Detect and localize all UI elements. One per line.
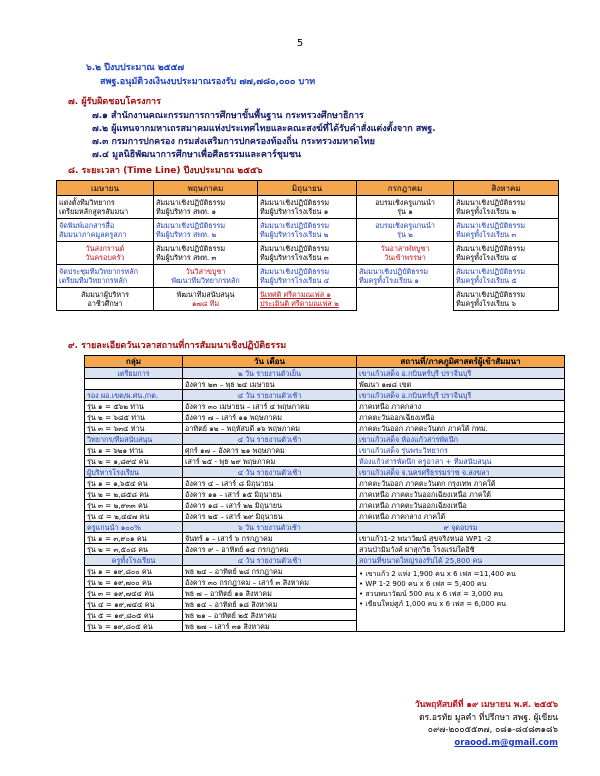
row-date: ศุกร์ ๑๗ – อังคาร ๒๑ พฤษภาคม [183, 445, 357, 456]
cell-line: รุ่น ๑ [397, 207, 413, 216]
cell-line: สัมมนาเชิงปฏิบัติธรรม [156, 221, 226, 230]
timeline-heading: ๘. ระยะเวลา (Time Line) ปีงบประมาณ ๒๕๕๖ [68, 166, 263, 176]
row-group: รุ่น ๔ = ๑๙,๗๔๔ คน [85, 599, 183, 610]
cell-line: สัมมนาภาคมูลครูสภา [59, 230, 127, 239]
schedule-table [84, 355, 565, 632]
row-date: เสาร์ ๒๕ - พุธ ๒๙ พฤษภาคม [183, 456, 357, 467]
timeline-col-header: พฤษภาคม [154, 181, 258, 196]
cell-line: พัฒนาทีมสนับสนุน [176, 290, 235, 299]
cell-line: นิเทศติ ศรีดามณเฟส ๑ [260, 290, 331, 299]
schedule-section-row [85, 368, 565, 379]
timeline-cell [57, 219, 154, 242]
venue-item: • สวนพนาวัฒน์ 500 คน x 6 เฟส = 3,000 คน [359, 590, 503, 598]
section-group: เตรียมการ [85, 368, 183, 379]
timeline-cell [258, 219, 357, 242]
cell-line: ๑๗๘ ทีม [191, 299, 220, 308]
cell-line: จัดประชุมทีมวิทยากรหลัก [59, 267, 138, 276]
section-place: เขาแก้วเสด็จ อ.กบินทร์บุรี ปราจีนบุรี [357, 368, 565, 379]
section-place: เขาแก้วเสด็จ อ.กบินทร์บุรี ปราจีนบุรี [357, 390, 565, 401]
timeline-cell [454, 196, 559, 219]
footer-phone: ๐๙๗-๒๐๐๕๕๓๗, ๐๘๑-๘๔๘๓๑๘๖ [427, 725, 558, 735]
timeline-cell [57, 265, 154, 288]
timeline-col-header: สิงหาคม [454, 181, 559, 196]
section-group: ครูทั้งโรงเรียน [85, 555, 183, 566]
timeline-row [57, 242, 559, 265]
timeline-cell [154, 265, 258, 288]
section-place: เขาแก้วเสด็จ จ.นครศรีธรรมราช จ.สงขลา [357, 467, 565, 478]
schedule-row [85, 401, 565, 412]
footer-email-link[interactable]: oraood.m@gmail.com [454, 738, 558, 748]
responsible-item: ๗.๔ มูลนิธิพัฒนาการศึกษาเพื่อศีลธรรมและคาร์ชุมชน [92, 150, 302, 160]
row-group [85, 379, 183, 390]
timeline-row [57, 196, 559, 219]
cell-line: สัมมนาเชิงปฏิบัติธรรม [456, 198, 526, 207]
timeline-cell [357, 265, 454, 288]
section-group: ผู้บริหารโรงเรียน [85, 467, 183, 478]
timeline-cell [258, 265, 357, 288]
section-group: ครูแกนนำ ๑๐๐% [85, 522, 183, 533]
schedule-row [85, 456, 565, 467]
schedule-col-header: วัน เดือน [183, 356, 357, 368]
cell-line: ทีมผู้บริหารโรงเรียน ๓ [260, 253, 329, 262]
timeline-cell [57, 288, 154, 311]
cell-line: พัฒนาทีมวิทยากรหลัก [171, 276, 240, 285]
section-days: ๔ วัน รายงานตัวเช้า [183, 434, 357, 445]
cell-line: แต่งตั้งทีมวิทยากร [59, 198, 115, 207]
section-place: สถานที่ขนาดใหญ่รองรับได้ 25,800 คน [357, 555, 565, 566]
schedule-heading: ๙. รายละเอียดวันเวลาสถานที่การสัมมนาเชิงปฏิบัติธรรม [68, 341, 287, 351]
timeline-cell [258, 196, 357, 219]
row-place: ภาคตะวันออกเฉียงเหนือ [357, 412, 565, 423]
row-place: ภาคตะวันออก ภาคตะวันตก กรุงเทพ ภาคใต้ [357, 478, 565, 489]
responsible-item: ๗.๒ ผู้แทนจากมหาเถรสมาคมแห่งประเทศไทยและคณะสงฆ์ที่ได้รับคำสั่งแต่งตั้งจาก สพฐ. [92, 124, 436, 134]
venue-text: เขาแก้ว 2 แห่ง 1,900 คน x 6 เฟส =11,400 คน [365, 570, 516, 578]
row-date: จันทร์ ๑ – เสาร์ ๖ กรกฎาคม [183, 533, 357, 544]
timeline-cell [258, 242, 357, 265]
row-group: รุ่น ๓ = ๖๓๔ ท่าน [85, 423, 183, 434]
timeline-cell [154, 288, 258, 311]
venue-item: • WP 1-2 900 คน x 6 เฟส = 5,400 คน [359, 580, 487, 588]
row-date: อังคาร ๔ – เสาร์ ๘ มิถุนายน [183, 478, 357, 489]
cell-line: สัมมนาเชิงปฏิบัติธรรม [260, 198, 330, 207]
row-place: ภาคตะวันออก ภาคตะวันตก ภาคใต้ กทม. [357, 423, 565, 434]
row-group: รุ่น ๒ = ๑,๘๙๔ คน [85, 456, 183, 467]
row-date: อังคาร ๑๘ – เสาร์ ๒๒ มิถุนายน [183, 500, 357, 511]
section-group: รอง ผอ.เขต/ผ.ศน./กต. [85, 390, 183, 401]
schedule-row [85, 544, 565, 555]
cell-line: เตรียมทีมวิทยากรหลัก [59, 276, 128, 285]
row-group: รุ่น ๖ = ๑๙,๘๐๕ คน [85, 621, 183, 632]
schedule-section-row [85, 522, 565, 533]
timeline-cell [357, 242, 454, 265]
row-place: เขาแก้ว1-2 พนาวัฒน์ สุขจริงหนอ WP1 -2 [357, 533, 565, 544]
cell-line: รุ่น ๒ [397, 230, 413, 239]
venue-text: WP 1-2 900 คน x 6 เฟส = 5,400 คน [365, 580, 487, 588]
cell-line: ทีมครูทั้งโรงเรียน ๓ [456, 230, 517, 239]
budget-heading: ๖.๒ ปีงบประมาณ ๒๕๕๗ [86, 63, 185, 73]
cell-line: วันครอบครัว [85, 253, 125, 262]
cell-line: จัดพิมพ์เอกสารสื่อ [59, 221, 115, 230]
row-date: อังคาร ๑๑ – เสาร์ ๑๕ มิถุนายน [183, 489, 357, 500]
section-days: ๒ วัน รายงานตัวเย็น [183, 368, 357, 379]
schedule-header-row [85, 356, 565, 368]
responsible-item: ๗.๓ กรมการปกครอง กรมส่งเสริมการปกครองท้องถิ่น กระทรวงมหาดไทย [92, 137, 375, 147]
cell-line: เตรียมหลักสูตรสัมมนา [59, 207, 129, 216]
cell-line: อบรมเชิงครูแกนนำ [375, 221, 435, 230]
venue-text: เขียนใหม่ศูภ์ 1,000 คน x 6 เฟส = 6,000 คน [365, 600, 507, 608]
cell-line: สัมมนาเชิงปฏิบัติธรรม [260, 267, 330, 276]
cell-line: สัมมนาเชิงปฏิบัติธรรม [456, 290, 526, 299]
timeline-cell [258, 288, 357, 311]
cell-line: วันสงกรานต์ [85, 244, 125, 253]
row-date: อังคาร ๓๐ กรกฎาคม – เสาร์ ๓ สิงหาคม [183, 577, 357, 588]
timeline-cell [154, 219, 258, 242]
section-place: ๙ จุดอบรม [357, 522, 565, 533]
timeline-col-header: กรกฎาคม [357, 181, 454, 196]
schedule-row [85, 511, 565, 522]
schedule-col-header: สถานที่/ภาคภูมิศาสตร์ผู้เข้าสัมมนา [357, 356, 565, 368]
cell-line: อาชีวศึกษา [87, 299, 123, 308]
timeline-cell [454, 265, 559, 288]
cell-line: ทีมผู้บริหาร สพท. ๑ [156, 207, 217, 216]
row-group: รุ่น ๑ = ๖๒๑ ท่าน [85, 445, 183, 456]
schedule-section-row [85, 390, 565, 401]
cell-line: วันเข้าพรรษา [384, 253, 426, 262]
section-days: ๔ วัน รายงานตัวเช้า [183, 467, 357, 478]
footer-date: วันพฤหัสบดีที่ ๑๙ เมษายน พ.ศ. ๒๕๕๖ [414, 700, 558, 710]
venue-text: สวนพนาวัฒน์ 500 คน x 6 เฟส = 3,000 คน [365, 590, 503, 598]
schedule-row [85, 379, 565, 390]
responsible-heading: ๗. ผู้รับผิดชอบโครงการ [68, 97, 161, 107]
row-date: อังคาร ๗ – เสาร์ ๑๑ พฤษภาคม [183, 412, 357, 423]
schedule-row [85, 423, 565, 434]
row-place: เขาแก้วเสด็จ รุ่นพระวิทยากร [357, 445, 565, 456]
row-group: รุ่น ๓ = ๑๙,๗๔๔ คน [85, 588, 183, 599]
row-place: พัฒนา ๑๗๘ เขต [357, 379, 565, 390]
cell-line: สัมมนาเชิงปฏิบัติธรรม [456, 221, 526, 230]
section-days: ๔ วัน รายงานตัวเช้า [183, 555, 357, 566]
timeline-col-header: มิถุนายน [258, 181, 357, 196]
row-date: พธ ๒๔ – อาทิตย์ ๒๘ กรกฎาคม [183, 566, 357, 577]
row-group: รุ่น ๒ = ๖๘๕ ท่าน [85, 412, 183, 423]
timeline-row [57, 219, 559, 242]
cell-line: สัมมนาเชิงปฏิบัติธรรม [260, 221, 330, 230]
row-group: รุ่น ๕ = ๑๙,๘๐๕ คน [85, 610, 183, 621]
row-date: พธ ๒๗ – เสาร์ ๓๑ สิงหาคม [183, 621, 357, 632]
cell-line: ทีมครูทั้งโรงเรียน ๔ [456, 253, 517, 262]
schedule-row [85, 533, 565, 544]
timeline-cell [454, 219, 559, 242]
cell-line: สัมมนาผู้บริหาร [80, 290, 130, 299]
schedule-row [85, 445, 565, 456]
cell-line: ทีมผู้บริหารโรงเรียน ๒ [260, 230, 329, 239]
schedule-row [85, 566, 565, 577]
row-place: ภาคเหนือ ภาคตะวันออกเฉียงเหนือ ภาคใต้ [357, 489, 565, 500]
cell-line: ทีมครูทั้งโรงเรียน ๖ [456, 299, 516, 308]
cell-line: ทีมผู้บริหาร สพท. ๓ [156, 253, 217, 262]
cell-line: สัมมนาเชิงปฏิบัติธรรม [359, 267, 429, 276]
schedule-row [85, 412, 565, 423]
section-days: ๖ วัน รายงานตัวเช้า [183, 522, 357, 533]
row-date: อังคาร ๙ – อาทิตย์ ๑๔ กรกฎาคม [183, 544, 357, 555]
row-group: รุ่น ๑ = ๕๖๒ ท่าน [85, 401, 183, 412]
row-date: พธ ๑๔ – อาทิตย์ ๑๘ สิงหาคม [183, 599, 357, 610]
row-date: อาทิตย์ ๑๒ – พฤหัสบดี ๑๖ พฤษภาคม [183, 423, 357, 434]
row-group: รุ่น ๑ = ๓,๙๐๑ คน [85, 533, 183, 544]
row-place: ภาคเหนือ ภาคกลาง ภาคใต้ [357, 511, 565, 522]
cell-line: วันวิสาขบูชา [185, 267, 226, 276]
row-group: รุ่น ๓ = ๒,๙๓๓ คน [85, 500, 183, 511]
cell-line: สัมมนาเชิงปฏิบัติธรรม [456, 244, 526, 253]
schedule-section-row [85, 555, 565, 566]
row-date: อังคาร ๒๓ – พุธ ๒๔ เมษายน [183, 379, 357, 390]
schedule-col-header: กลุ่ม [85, 356, 183, 368]
row-place: ภาคเหนือ ภาคตะวันออกเฉียงเหนือ [357, 500, 565, 511]
row-date: พธ ๗ – อาทิตย์ ๑๑ สิงหาคม [183, 588, 357, 599]
cell-line: สัมมนาเชิงปฏิบัติธรรม [456, 267, 526, 276]
timeline-row [57, 288, 559, 311]
cell-line: วันอาสาฬหบูชา [380, 244, 430, 253]
schedule-section-row [85, 467, 565, 478]
row-group: รุ่น ๑ = ๑,๖๕๔ คน [85, 478, 183, 489]
cell-line: อบรมเชิงครูแกนนำ [375, 198, 435, 207]
venue-item: • เขียนใหม่ศูภ์ 1,000 คน x 6 เฟส = 6,000 คน [359, 600, 507, 608]
row-place: สวนป่ามิมาังค์ ผาสุกวิธ โรงแรมใดอิชิ [357, 544, 565, 555]
schedule-row [85, 489, 565, 500]
cell-line: ทีมครูทั้งโรงเรียน ๕ [456, 276, 517, 285]
cell-line: ทีมผู้บริหารโรงเรียน ๑ [260, 207, 329, 216]
row-group: รุ่น ๑ = ๑๙,๘๐๐ คน [85, 566, 183, 577]
cell-line: ทีมครูทั้งโรงเรียน ๒ [456, 207, 517, 216]
cell-line: ทีมครูทั้งโรงเรียน ๑ [359, 276, 419, 285]
timeline-row [57, 265, 559, 288]
venue-item: • เขาแก้ว 2 แห่ง 1,900 คน x 6 เฟส =11,400 คน [359, 570, 516, 578]
timeline-cell [454, 242, 559, 265]
timeline-table [56, 180, 559, 311]
cell-line: ทีมผู้บริหารโรงเรียน ๔ [260, 276, 330, 285]
cell-line: ทีมผู้บริหาร สพท. ๒ [156, 230, 217, 239]
timeline-header-row [57, 181, 559, 196]
venue-list [357, 566, 565, 632]
schedule-section-row [85, 434, 565, 445]
timeline-cell [357, 219, 454, 242]
timeline-cell [57, 242, 154, 265]
timeline-cell [357, 196, 454, 219]
row-place: ห้องแก้วสารพัดนึก ครูอาสา + ทีมสนับสนุน [357, 456, 565, 467]
cell-line: สัมมนาเชิงปฏิบัติธรรม [156, 198, 226, 207]
timeline-cell [454, 288, 559, 311]
timeline-cell-empty [357, 288, 454, 311]
responsible-item: ๗.๑ สำนักงานคณะกรรมการการศึกษาขั้นพื้นฐาน กระทรวงศึกษาธิการ [92, 111, 364, 121]
timeline-cell [57, 196, 154, 219]
row-group: รุ่น ๔ = ๒,๔๔๗ คน [85, 511, 183, 522]
section-days: ๔ วัน รายงานตัวเช้า [183, 390, 357, 401]
row-date: อังคาร ๓๐ เมษายน – เสาร์ ๔ พฤษภาคม [183, 401, 357, 412]
timeline-cell [154, 196, 258, 219]
section-place: เขาแก้วเสด็จ ห้องแก้วสารพัดนึก [357, 434, 565, 445]
cell-line: สัมมนาเชิงปฏิบัติธรรม [156, 244, 226, 253]
budget-detail: สพฐ.อนุมัติวงเงินงบประมาณรองรับ ๗๗,๗๘๐,๐๐๐ บาท [100, 77, 316, 87]
section-group: วิทยากร/ทีมสนับสนุน [85, 434, 183, 445]
row-group: รุ่น ๒ = ๒,๘๕๘ คน [85, 489, 183, 500]
row-group: รุ่น ๒ = ๓,๕๐๘ คน [85, 544, 183, 555]
cell-line: สัมมนาเชิงปฏิบัติธรรม [260, 244, 330, 253]
footer-author: ดร.อรทัย มูลคำ ที่ปรึกษา สพฐ. ผู้เขียน [419, 713, 558, 723]
timeline-col-header: เมษายน [57, 181, 154, 196]
schedule-row [85, 500, 565, 511]
page-number: 5 [296, 38, 304, 49]
row-group: รุ่น ๒ = ๑๙,๗๐๐ คน [85, 577, 183, 588]
row-date: อังคาร ๒๕ – เสาร์ ๒๙ มิถุนายน [183, 511, 357, 522]
timeline-cell [154, 242, 258, 265]
row-place: ภาคเหนือ ภาคกลาง [357, 401, 565, 412]
schedule-row [85, 478, 565, 489]
row-date: พธ ๒๑ – อาทิตย์ ๒๕ สิงหาคม [183, 610, 357, 621]
cell-line: ประเมินติ ศรีดามณเฟส ๒ [260, 299, 339, 308]
